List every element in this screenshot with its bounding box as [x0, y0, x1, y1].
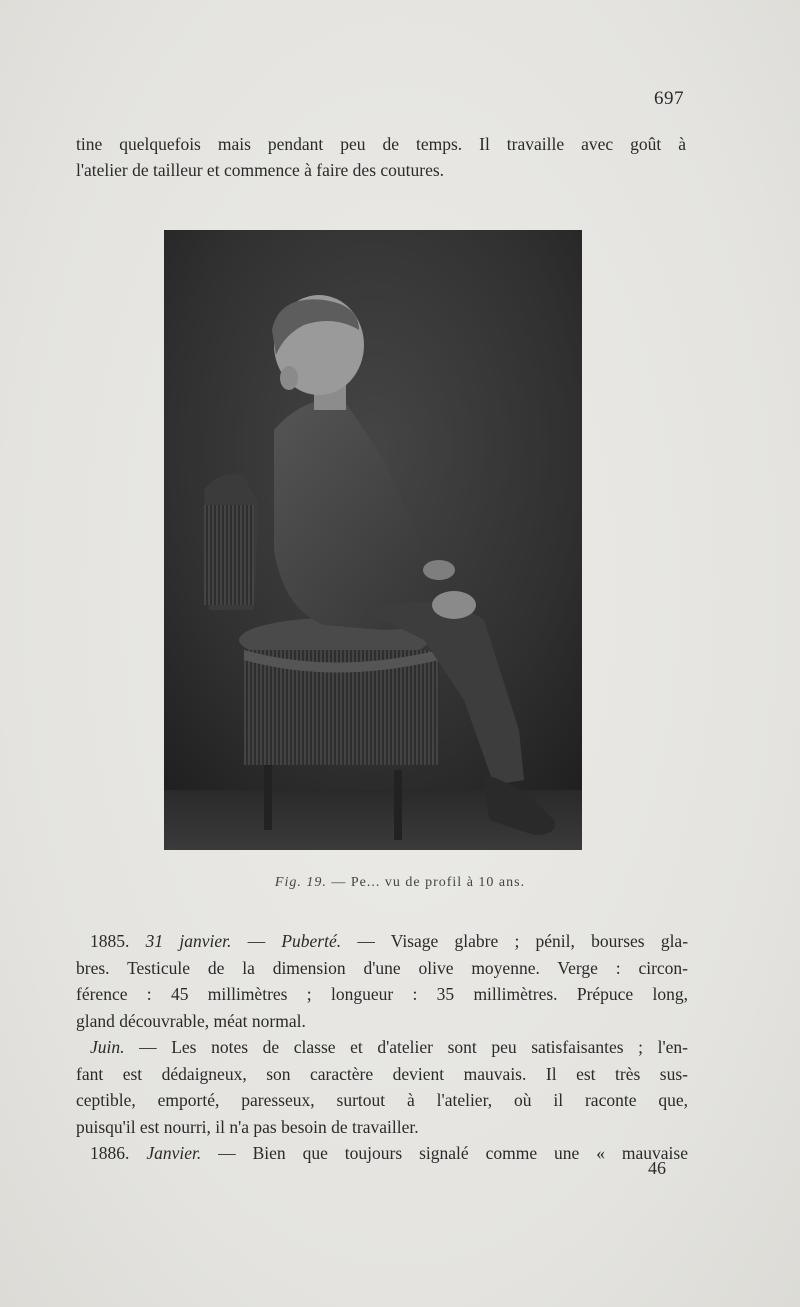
body-line-5-rest: — Les notes de classe et d'atelier sont peu satisfaisantes ; l'en- — [139, 1037, 688, 1057]
body-line-7: ceptible, emporté, paresseux, surtout à l'atelier, où il raconte que, — [76, 1090, 688, 1110]
dash: — — [247, 931, 266, 951]
body-line-9-rest: — Bien que toujours signalé comme une « mauvaise — [218, 1143, 688, 1163]
top-paragraph-line-1: tine quelquefois mais pendant peu de temps. Il travaille avec goût à — [76, 134, 686, 154]
signature-mark: 46 — [648, 1158, 666, 1178]
body-line-8: puisqu'il est nourri, il n'a pas besoin de travailler. — [76, 1116, 419, 1137]
entry-subdate-janvier: Janvier. — [146, 1143, 202, 1163]
entry-subdate-juin: Juin. — [90, 1037, 125, 1057]
body-line-1 — [76, 928, 688, 955]
body-line-3: férence : 45 millimètres ; longueur : 35 millimètres. Prépuce long, — [76, 984, 688, 1004]
top-paragraph-line-2: l'atelier de tailleur et commence à faire des coutures. — [76, 160, 445, 180]
body-line-5 — [76, 1034, 688, 1061]
entry-subdate: 31 janvier. — [145, 931, 232, 951]
body-line-2: bres. Testicule de la dimension d'une olive moyenne. Verge : circon- — [76, 957, 688, 978]
body-line-4: gland découvrable, méat normal. — [76, 1010, 306, 1031]
caption-text: — Pe... vu de profil à 10 ans. — [331, 875, 526, 890]
boy-seated-profile-photo — [164, 230, 582, 850]
entry-date-1886: 1886. — [90, 1143, 130, 1163]
page-number: 697 — [654, 88, 684, 109]
body-line-1-rest: — Visage glabre ; pénil, bourses gla- — [357, 931, 689, 951]
caption-figure-number: Fig. 19. — [274, 875, 327, 890]
entry-date-1885: 1885. — [90, 931, 130, 951]
figure-caption — [0, 875, 800, 891]
entry-heading-puberte: Puberté. — [281, 931, 342, 951]
body-text — [76, 928, 688, 1167]
figure-photograph — [164, 230, 582, 850]
top-paragraph — [76, 131, 686, 183]
body-line-6: fant est dédaigneux, son caractère devient mauvais. Il est très sus- — [76, 1063, 688, 1084]
body-line-9 — [76, 1140, 688, 1167]
